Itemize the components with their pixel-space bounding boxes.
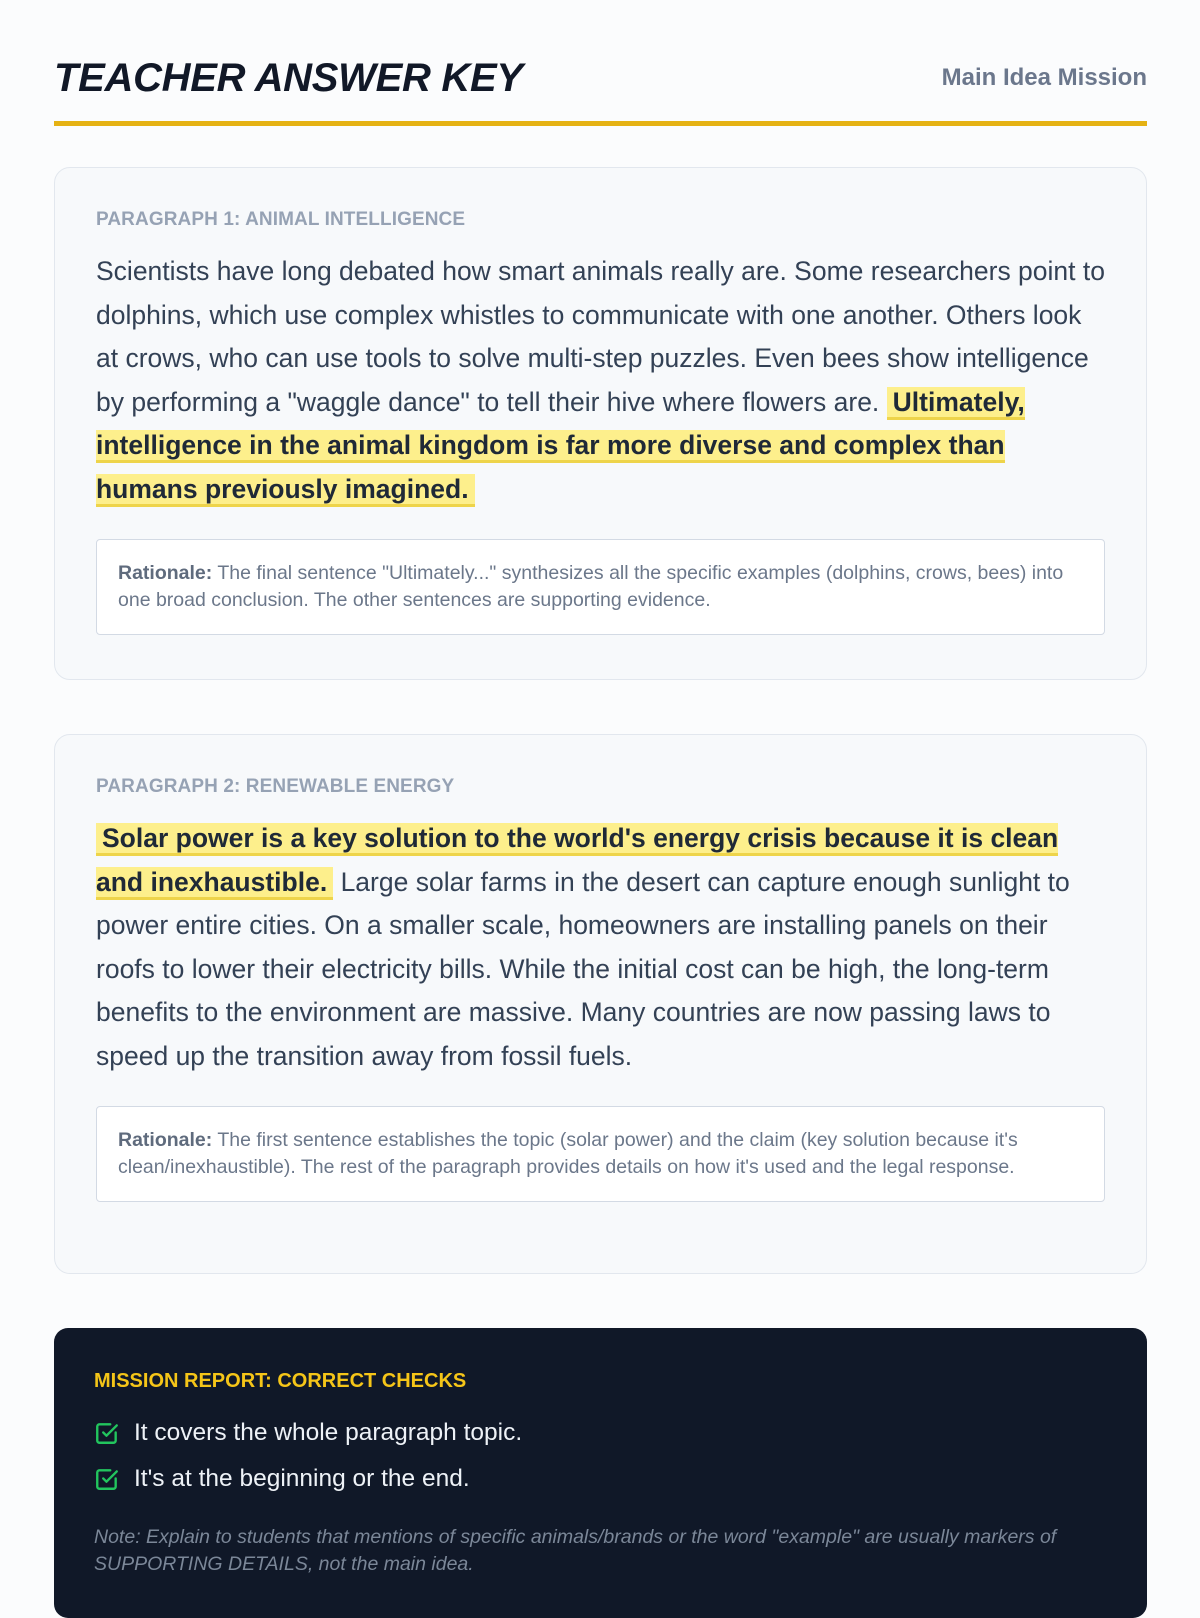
correct-check-item [94,1456,1107,1502]
main-idea-highlight: Solar power is a key solution to the world's energy crisis because it is clean and inexhaustible. [96,823,1058,900]
paragraph-text [96,250,1105,511]
main-idea-highlight: Ultimately, intelligence in the animal kingdom is far more diverse and complex than humans previously imagined. [96,387,1025,507]
rationale-text: The final sentence "Ultimately..." synthesizes all the specific examples (dolphins, crows, bees) into one broad conclusion. The other sentences are supporting evidence. [118,562,1064,611]
check-item-text: It covers the whole paragraph topic. [134,1419,523,1446]
correct-check-item [94,1410,1107,1456]
mission-name: Main Idea Mission [941,64,1147,91]
teacher-note: Note: Explain to students that mentions of specific animals/brands or the word "example" are usually markers of SUPPORTING DETAILS, not the main idea. [94,1526,1057,1575]
paragraph-text-after: Large solar farms in the desert can capture enough sunlight to power entire cities. On a smaller scale, homeowners are installing panels on their roofs to lower their electricity bills. While the initial cost can be high, the long-term benefits to the environment are massive. Many countries are now passing laws to speed up the transition away from fossil fuels. [96,866,1070,1071]
rationale-box [96,1106,1105,1202]
rationale-text: The first sentence establishes the topic (solar power) and the claim (key solution because it's clean/inexhaustible). The rest of the paragraph provides details on how it's used and the legal response. [118,1129,1018,1178]
paragraph-label: PARAGRAPH 2: RENEWABLE ENERGY [96,776,455,797]
paragraph-card-2 [54,734,1147,1274]
page-header [54,52,1147,126]
rationale-label: Rationale: [118,562,213,584]
mission-report-title: MISSION REPORT: CORRECT CHECKS [94,1370,467,1392]
rationale-box [96,539,1105,635]
check-item-text: It's at the beginning or the end. [134,1465,470,1492]
checkbox-checked-icon [94,1420,120,1446]
paragraph-text [96,817,1105,1078]
paragraph-text-before: Scientists have long debated how smart animals really are. Some researchers point to dolphins, which use complex whistles to communicate with one another. Others look at crows, who can use tools to solve multi-step puzzles. Even bees show intelligence by performing a "waggle dance" to tell their hive where flowers are. [96,256,1105,417]
checkbox-checked-icon [94,1466,120,1492]
page-title: TEACHER ANSWER KEY [54,56,523,100]
rationale-label: Rationale: [118,1129,213,1151]
paragraph-label: PARAGRAPH 1: ANIMAL INTELLIGENCE [96,209,466,230]
mission-report-panel [54,1328,1147,1618]
paragraph-card-1 [54,167,1147,680]
